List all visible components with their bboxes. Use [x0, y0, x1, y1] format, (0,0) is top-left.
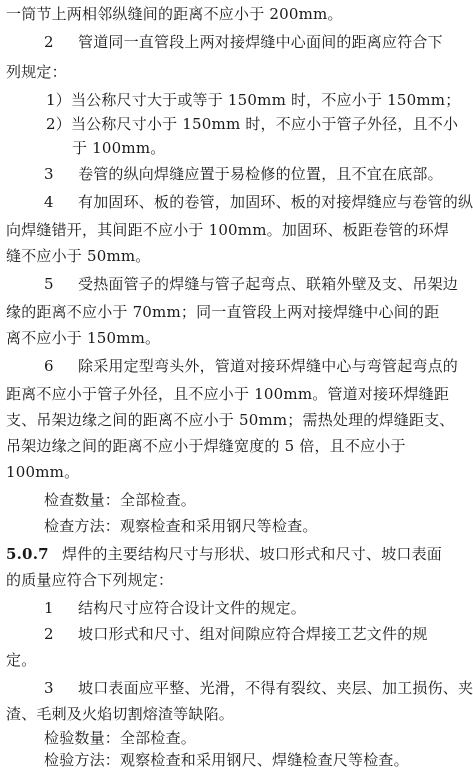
text-line: 卷管的纵向焊缝应置于易检修的位置，且不宜在底部。	[78, 165, 443, 183]
sub-item: 2）当公称尺寸小于 150mm 时，不应小于管子外径，且不小	[46, 115, 459, 133]
text-line: 一筒节上两相邻纵缝间的距离不应小于 200mm。	[6, 5, 343, 23]
text-line: 的质量应符合下列规定：	[6, 571, 174, 589]
text-line: 受热面管子的焊缝与管子起弯点、联箱外壁及支、吊架边	[78, 275, 459, 293]
text-line: 缝不应小于 50mm。	[6, 247, 151, 265]
text-line: 定。	[6, 651, 37, 669]
check-quantity: 检查数量：全部检查。	[44, 491, 197, 509]
section-number: 5.0.7	[6, 545, 49, 563]
item-number: 5	[44, 275, 54, 293]
text-line: 于 100mm。	[72, 139, 166, 157]
item-number: 2	[44, 33, 54, 51]
text-line: 除采用定型弯头外，管道对接环焊缝中心与弯管起弯点的	[78, 357, 459, 375]
text-line: 距离不应小于管子外径，且不应小于 100mm。管道对接环焊缝距	[6, 385, 450, 403]
text-line: 焊件的主要结构尺寸与形状、坡口形式和尺寸、坡口表面	[62, 545, 443, 563]
item-number: 4	[44, 193, 54, 211]
text-line: 有加固环、板的卷管，加固环、板的对接焊缝应与卷管的纵	[78, 193, 473, 211]
check-quantity: 检验数量：全部检查。	[44, 729, 197, 747]
check-method: 检查方法：观察检查和采用钢尺等检查。	[44, 517, 318, 535]
text-line: 100mm。	[6, 463, 80, 481]
text-line: 坡口形式和尺寸、组对间隙应符合焊接工艺文件的规	[78, 625, 428, 643]
text-line: 结构尺寸应符合设计文件的规定。	[78, 599, 307, 617]
item-number: 6	[44, 357, 54, 375]
text-line: 管道同一直管段上两对接焊缝中心面间的距离应符合下	[78, 33, 443, 51]
item-number: 1	[44, 599, 54, 617]
text-line: 渣、毛刺及火焰切割熔渣等缺陷。	[6, 705, 235, 723]
text-line: 离不应小于 150mm。	[6, 329, 161, 347]
sub-item: 1）当公称尺寸大于或等于 150mm 时，不应小于 150mm；	[46, 91, 461, 109]
text-line: 缘的距离不应小于 70mm；同一直管段上两对接焊缝中心间的距	[6, 303, 440, 321]
text-line: 吊架边缘之间的距离不应小于焊缝宽度的 5 倍，且不应小于	[6, 437, 406, 455]
text-line: 坡口表面应平整、光滑，不得有裂纹、夹层、加工损伤、夹	[78, 679, 473, 697]
item-number: 3	[44, 165, 54, 183]
item-number: 2	[44, 625, 54, 643]
check-method: 检验方法：观察检查和采用钢尺、焊缝检查尺等检查。	[44, 751, 409, 769]
item-number: 3	[44, 679, 54, 697]
text-line: 列规定：	[6, 63, 67, 81]
text-line: 支、吊架边缘之间的距离不应小于 50mm；需热处理的焊缝距支、	[6, 411, 455, 429]
text-line: 向焊缝错开，其间距不应小于 100mm。加固环、板距卷管的环焊	[6, 221, 450, 239]
